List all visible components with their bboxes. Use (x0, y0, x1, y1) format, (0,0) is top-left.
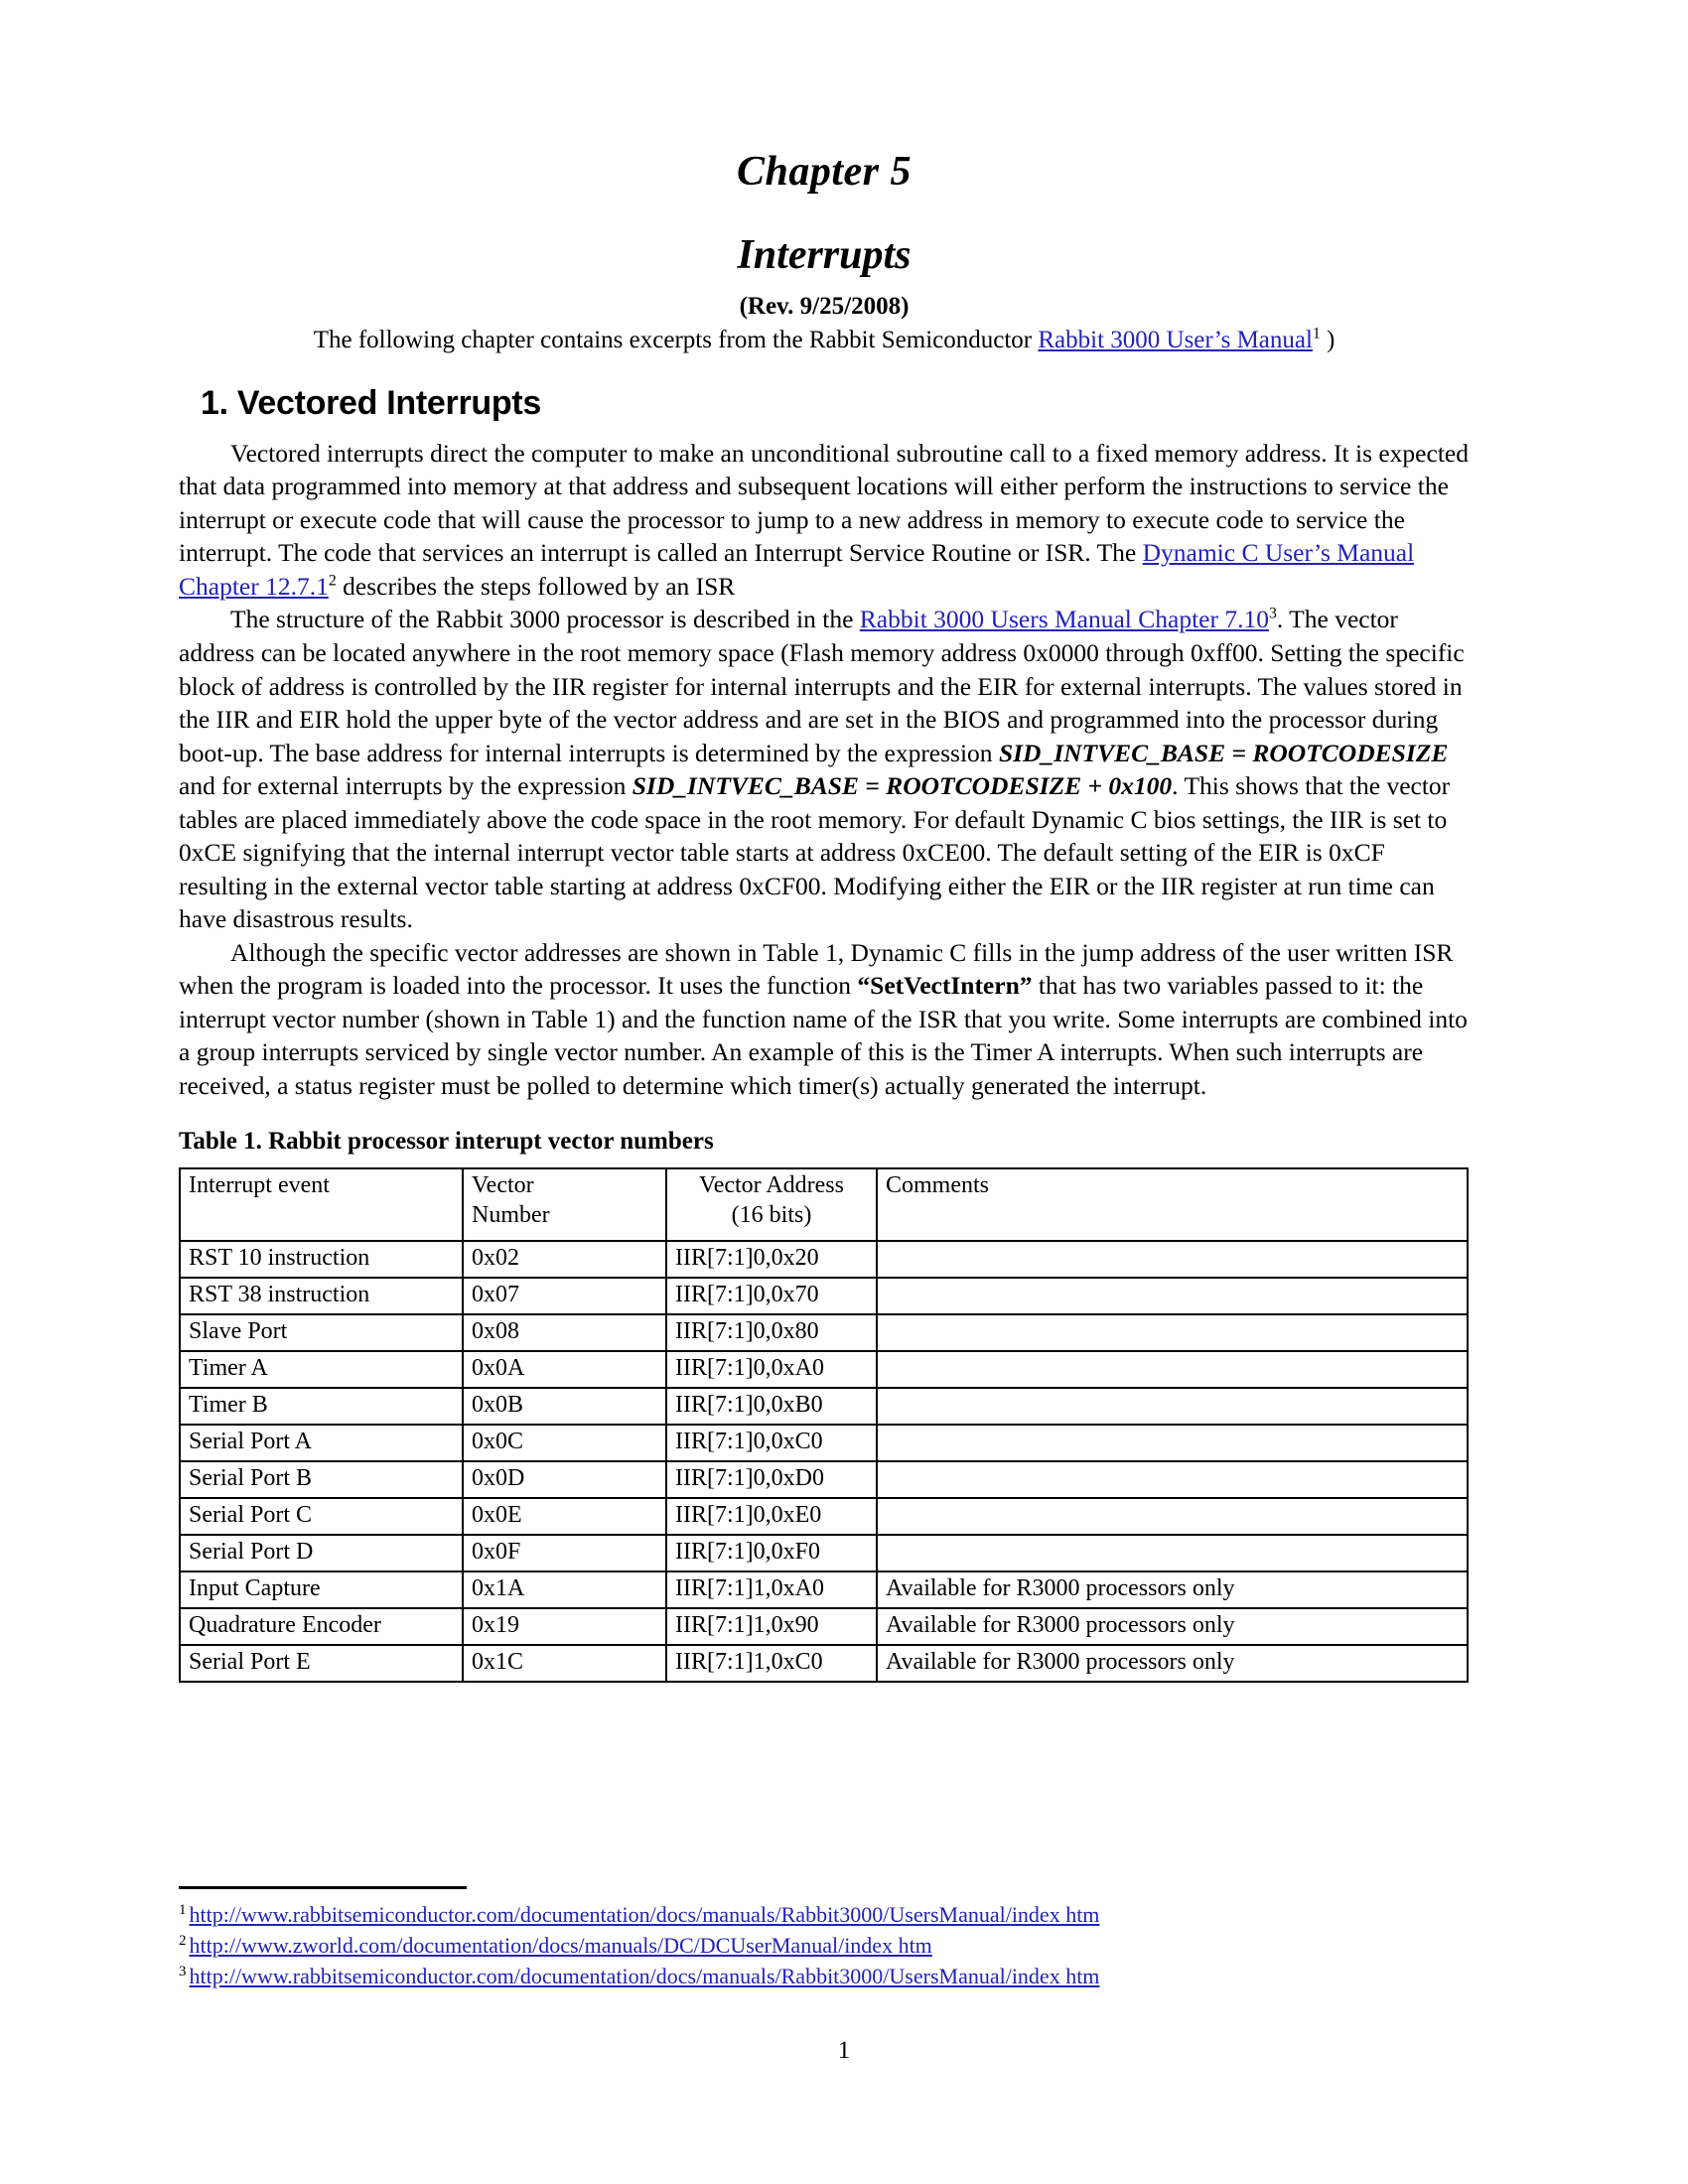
table-header-vector-address (666, 1168, 877, 1241)
table-row (180, 1278, 1468, 1314)
cell-vector-number: 0x1C (463, 1645, 666, 1682)
vector-number-line-2: Number (472, 1201, 550, 1228)
cell-vector-address: IIR[7:1]0,0xC0 (666, 1425, 877, 1461)
table-row (180, 1351, 1468, 1388)
paragraph-1 (179, 423, 1470, 604)
cell-vector-number: 0x0D (463, 1461, 666, 1498)
table-row (180, 1241, 1468, 1278)
footnote-separator-rule (179, 1886, 467, 1889)
footnote-url-link[interactable]: http://www.rabbitsemiconductor.com/documentation/docs/manuals/Rabbit3000/UsersManual/index htm (189, 1902, 1100, 1927)
cell-vector-address: IIR[7:1]0,0xB0 (666, 1388, 877, 1425)
table-body (180, 1168, 1468, 1682)
footnote-url-link[interactable]: http://www.rabbitsemiconductor.com/documentation/docs/manuals/Rabbit3000/UsersManual/index htm (189, 1964, 1100, 1989)
table-row (180, 1425, 1468, 1461)
cell-vector-number: 0x0A (463, 1351, 666, 1388)
rabbit-3000-users-manual-link[interactable]: Rabbit 3000 User’s Manual (1038, 326, 1313, 353)
cell-comments (877, 1461, 1468, 1498)
cell-interrupt-event: Slave Port (180, 1314, 463, 1351)
cell-interrupt-event: RST 10 instruction (180, 1241, 463, 1278)
cell-vector-number: 0x0C (463, 1425, 666, 1461)
chapter-title: Chapter 5 (736, 149, 913, 195)
subtitle-suffix-text: ) (1320, 326, 1336, 353)
table-header-comments: Comments (877, 1168, 1468, 1241)
paragraph-3-text-a: Although the specific vector addresses are shown in Table 1, Dynamic C fills in the jump address of the user written ISR when the program is loaded into the processor. It uses the function (179, 937, 1454, 1001)
cell-vector-address: IIR[7:1]0,0xF0 (666, 1535, 877, 1571)
cell-comments (877, 1535, 1468, 1571)
page-number: 1 (837, 2037, 851, 2064)
cell-interrupt-event: Serial Port E (180, 1645, 463, 1682)
subtitle-prefix-text: The following chapter contains excerpts from the Rabbit Semiconductor (313, 326, 1039, 353)
cell-vector-address: IIR[7:1]0,0xE0 (666, 1498, 877, 1535)
cell-comments (877, 1314, 1468, 1351)
paragraph-3-text-b: that has two variables passed to it: the interrupt vector number (shown in Table 1) and the function name of the ISR that you write. Some interrupts are combined into a group interrupts serviced by single vector number. An example of this is the Timer A interrupts. When such interrupts are received, a status register must be polled to determine which timer(s) actually generated the interrupt. (179, 971, 1468, 1100)
footnote-url-link[interactable]: http://www.zworld.com/documentation/docs/manuals/DC/DCUserManual/index htm (189, 1933, 932, 1959)
cell-vector-address: IIR[7:1]1,0xC0 (666, 1645, 877, 1682)
table-row (180, 1571, 1468, 1608)
cell-comments (877, 1351, 1468, 1388)
paragraph-2-text-a: The structure of the Rabbit 3000 processor is described in the (230, 605, 860, 634)
table-header-vector-number (463, 1168, 666, 1241)
cell-interrupt-event: Serial Port C (180, 1498, 463, 1535)
table-row (180, 1608, 1468, 1645)
cell-vector-number: 0x1A (463, 1571, 666, 1608)
cell-comments (877, 1425, 1468, 1461)
footnote-ref-2[interactable]: 2 (328, 572, 337, 590)
function-name-setvectintern: “SetVectIntern” (857, 971, 1033, 1001)
cell-comments (877, 1278, 1468, 1314)
paragraph-1-text-b: describes the steps followed by an ISR (336, 571, 736, 601)
paragraph-2-text-c: and for external interrupts by the expression (179, 771, 633, 801)
footnote-number: 2 (179, 1932, 187, 1949)
cell-vector-number: 0x0B (463, 1388, 666, 1425)
footnote-item (179, 1899, 1489, 1930)
paragraph-2-text-d: . This shows that the vector tables are placed immediately above the code space in the root memory. For default Dynamic C bios settings, the IIR is set to 0xCE signifying that the internal interrupt vector table starts at address 0xCE00. The default setting of the EIR is 0xCF resulting in the external vector table starting at address 0xCF00. Modifying either the EIR or the IIR register at run time can have disastrous results. (179, 771, 1451, 934)
table-caption: Table 1. Rabbit processor interupt vector numbers (179, 1128, 714, 1156)
cell-interrupt-event: Quadrature Encoder (180, 1608, 463, 1645)
cell-interrupt-event: Timer B (180, 1388, 463, 1425)
table-row (180, 1645, 1468, 1682)
cell-vector-address: IIR[7:1]0,0xD0 (666, 1461, 877, 1498)
cell-vector-address: IIR[7:1]0,0x70 (666, 1278, 877, 1314)
footnote-area (179, 1886, 1489, 1992)
footnote-number: 3 (179, 1964, 187, 1980)
cell-interrupt-event: Input Capture (180, 1571, 463, 1608)
page-content (179, 139, 1470, 1683)
revision-line: (Rev. 9/25/2008) (739, 292, 910, 320)
cell-interrupt-event: Serial Port A (180, 1425, 463, 1461)
dynamic-c-users-manual-link[interactable]: Dynamic C User’s Manual Chapter 12.7.1 (179, 538, 1415, 601)
table-row (180, 1314, 1468, 1351)
paragraph-3 (179, 936, 1470, 1103)
paragraph-2 (179, 603, 1470, 935)
cell-comments: Available for R3000 processors only (877, 1608, 1468, 1645)
vector-address-line-1: Vector Address (699, 1172, 844, 1199)
footnote-item (179, 1961, 1489, 1991)
cell-comments: Available for R3000 processors only (877, 1571, 1468, 1608)
footnote-ref-3[interactable]: 3 (1268, 605, 1277, 622)
footnote-number: 1 (179, 1901, 187, 1918)
cell-interrupt-event: Serial Port B (180, 1461, 463, 1498)
cell-vector-number: 0x0E (463, 1498, 666, 1535)
cell-comments (877, 1241, 1468, 1278)
table-header-row (180, 1168, 1468, 1241)
cell-comments (877, 1498, 1468, 1535)
cell-vector-number: 0x02 (463, 1241, 666, 1278)
paragraph-1-text-a: Vectored interrupts direct the computer to make an unconditional subroutine call to a fixed memory address. It is expected that data programmed into memory at that address and subsequent locations will either perform the instructions to service the interrupt or execute code that will cause the processor to jump to a new address in memory to execute code to service the interrupt. The code that services an interrupt is called an Interrupt Service Routine or ISR. The (179, 438, 1469, 568)
cell-interrupt-event: Serial Port D (180, 1535, 463, 1571)
footnote-item (179, 1930, 1489, 1961)
table-row (180, 1388, 1468, 1425)
table-header-interrupt-event: Interrupt event (180, 1168, 463, 1241)
subtitle-line (179, 321, 1470, 354)
cell-vector-address: IIR[7:1]0,0x80 (666, 1314, 877, 1351)
cell-vector-number: 0x0F (463, 1535, 666, 1571)
vector-address-line-2: (16 bits) (731, 1201, 812, 1228)
cell-vector-number: 0x08 (463, 1314, 666, 1351)
cell-vector-number: 0x19 (463, 1608, 666, 1645)
document-title: Interrupts (737, 232, 912, 279)
cell-vector-address: IIR[7:1]1,0x90 (666, 1608, 877, 1645)
paragraph-2-text-b: . The vector address can be located anywhere in the root memory space (Flash memory address 0x0000 through 0xff00. Setting the specific block of address is controlled by the IIR register for internal interrupts and the EIR for external interrupts. The values stored in the IIR and EIR hold the upper byte of the vector address and are set in the BIOS and programmed into the processor during boot-up. The base address for internal interrupts is determined by the expression (179, 605, 1465, 767)
expression-sid-intvec-base-1: SID_INTVEC_BASE = ROOTCODESIZE (998, 738, 1449, 767)
interrupt-vector-table (179, 1167, 1469, 1683)
expression-sid-intvec-base-2: SID_INTVEC_BASE = ROOTCODESIZE + 0x100 (632, 771, 1173, 801)
table-row (180, 1461, 1468, 1498)
rabbit-3000-users-manual-chapter-link[interactable]: Rabbit 3000 Users Manual Chapter 7.10 (859, 605, 1269, 634)
cell-comments: Available for R3000 processors only (877, 1645, 1468, 1682)
vector-number-line-1: Vector (472, 1172, 534, 1199)
cell-comments (877, 1388, 1468, 1425)
table-row (180, 1535, 1468, 1571)
cell-vector-number: 0x07 (463, 1278, 666, 1314)
cell-interrupt-event: RST 38 instruction (180, 1278, 463, 1314)
footnote-list (179, 1899, 1489, 1992)
table-row (180, 1498, 1468, 1535)
cell-vector-address: IIR[7:1]0,0xA0 (666, 1351, 877, 1388)
cell-vector-address: IIR[7:1]1,0xA0 (666, 1571, 877, 1608)
section-heading-vectored-interrupts: 1. Vectored Interrupts (201, 383, 541, 422)
footnote-ref-1[interactable]: 1 (1312, 325, 1321, 342)
cell-interrupt-event: Timer A (180, 1351, 463, 1388)
cell-vector-address: IIR[7:1]0,0x20 (666, 1241, 877, 1278)
